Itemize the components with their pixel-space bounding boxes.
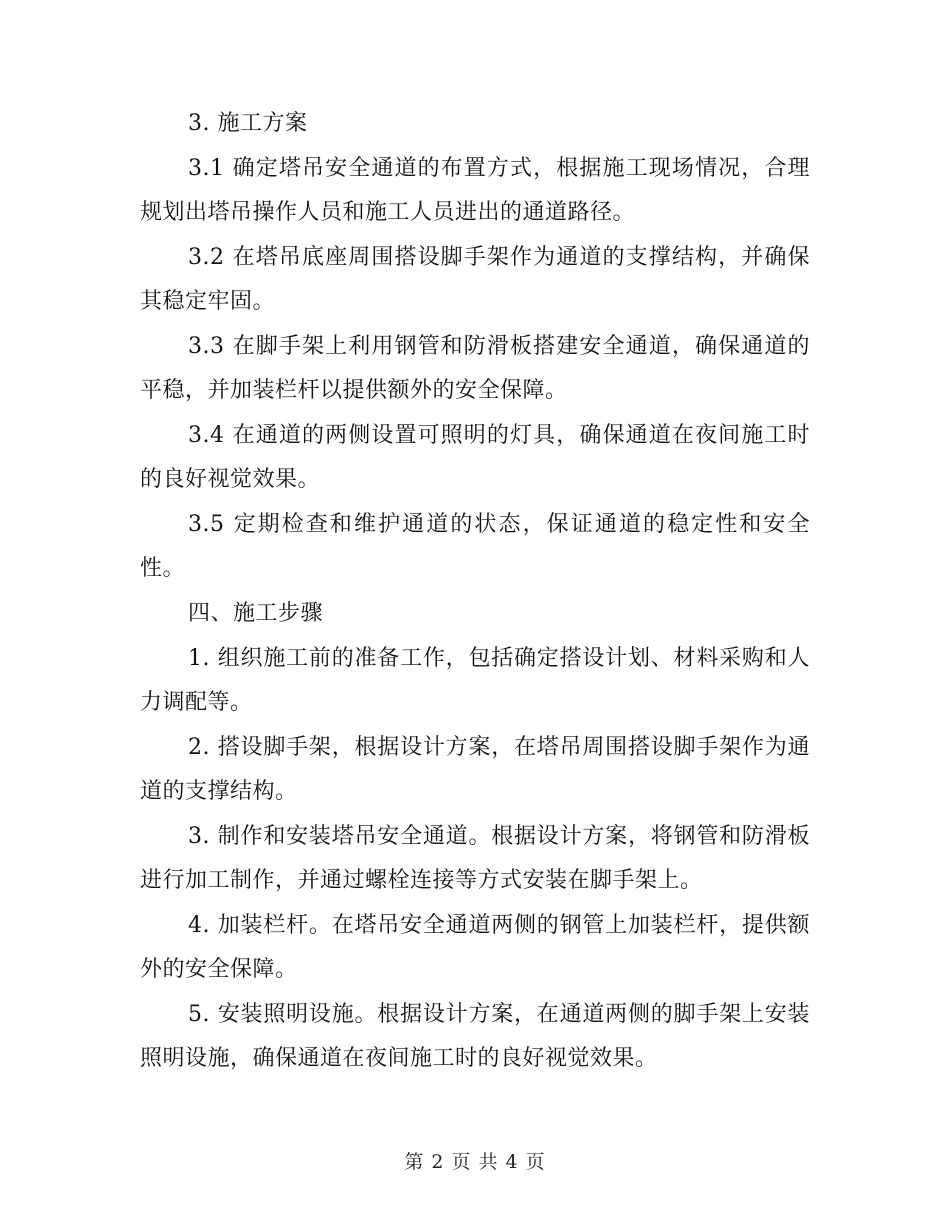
paragraph-3-3: 3.3 在脚手架上利用钢管和防滑板搭建安全通道，确保通道的平稳，并加装栏杆以提供额外的安全保障。 (140, 334, 810, 403)
section-heading-construction-steps: 四、施工步骤 (188, 601, 324, 626)
page-number-footer: 第 2 页 共 4 页 (404, 1151, 546, 1173)
section-heading-construction-plan: 3. 施工方案 (188, 111, 308, 136)
step-3: 3. 制作和安装塔吊安全通道。根据设计方案，将钢管和防滑板进行加工制作，并通过螺栓连接等方式安装在脚手架上。 (140, 824, 810, 893)
paragraph-3-1: 3.1 确定塔吊安全通道的布置方式，根据施工现场情况，合理规划出塔吊操作人员和施工人员进出的通道路径。 (140, 156, 810, 225)
paragraph-3-2: 3.2 在塔吊底座周围搭设脚手架作为通道的支撑结构，并确保其稳定牢固。 (140, 245, 810, 314)
step-1: 1. 组织施工前的准备工作，包括确定搭设计划、材料采购和人力调配等。 (140, 646, 810, 715)
paragraph-3-4: 3.4 在通道的两侧设置可照明的灯具，确保通道在夜间施工时的良好视觉效果。 (140, 423, 810, 492)
step-4: 4. 加装栏杆。在塔吊安全通道两侧的钢管上加装栏杆，提供额外的安全保障。 (140, 913, 810, 982)
step-2: 2. 搭设脚手架，根据设计方案，在塔吊周围搭设脚手架作为通道的支撑结构。 (140, 735, 810, 804)
paragraph-3-5: 3.5 定期检查和维护通道的状态，保证通道的稳定性和安全性。 (140, 512, 810, 581)
document-body (140, 102, 810, 1082)
step-5: 5. 安装照明设施。根据设计方案，在通道两侧的脚手架上安装照明设施，确保通道在夜间施工时的良好视觉效果。 (140, 1002, 810, 1071)
